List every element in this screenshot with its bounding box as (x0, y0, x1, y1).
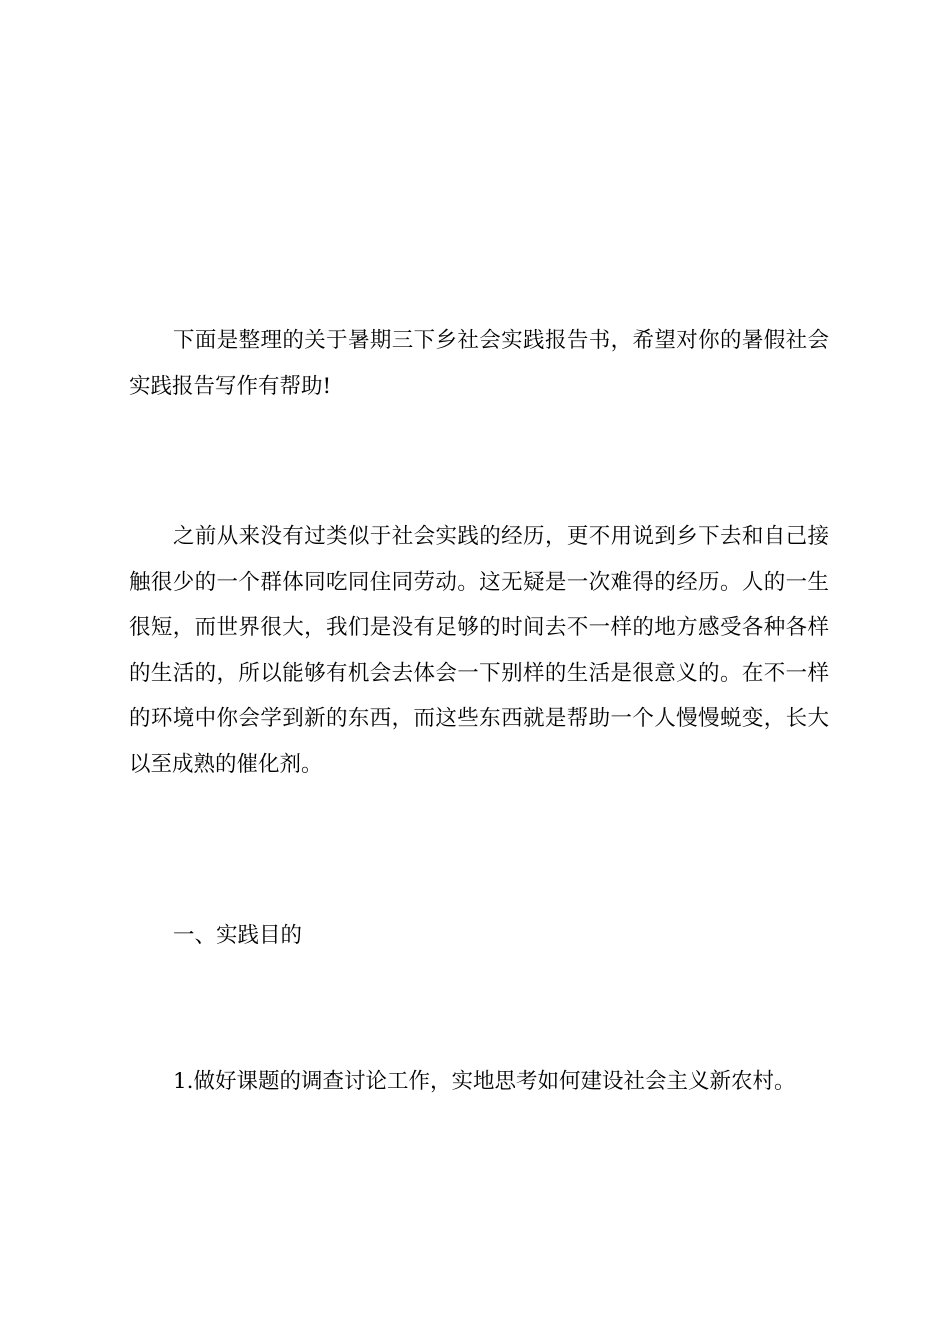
section-heading: 一、实践目的 (173, 923, 303, 948)
body-paragraph: 之前从来没有过类似于社会实践的经历，更不用说到乡下去和自己接触很少的一个群体同吃同住同劳动。这无疑是一次难得的经历。人的一生很短，而世界很大，我们是没有足够的时间去不一样的地方感受各种各样的生活的，所以能够有机会去体会一下别样的生活是很意义的。在不一样的环境中你会学到新的东西，而这些东西就是帮助一个人慢慢蜕变，长大以至成熟的催化剂。 (129, 524, 829, 777)
intro-paragraph: 下面是整理的关于暑期三下乡社会实践报告书，希望对你的暑假社会实践报告写作有帮助! (129, 328, 829, 399)
list-item: 1.做好课题的调查讨论工作，实地思考如何建设社会主义新农村。 (173, 1069, 796, 1094)
